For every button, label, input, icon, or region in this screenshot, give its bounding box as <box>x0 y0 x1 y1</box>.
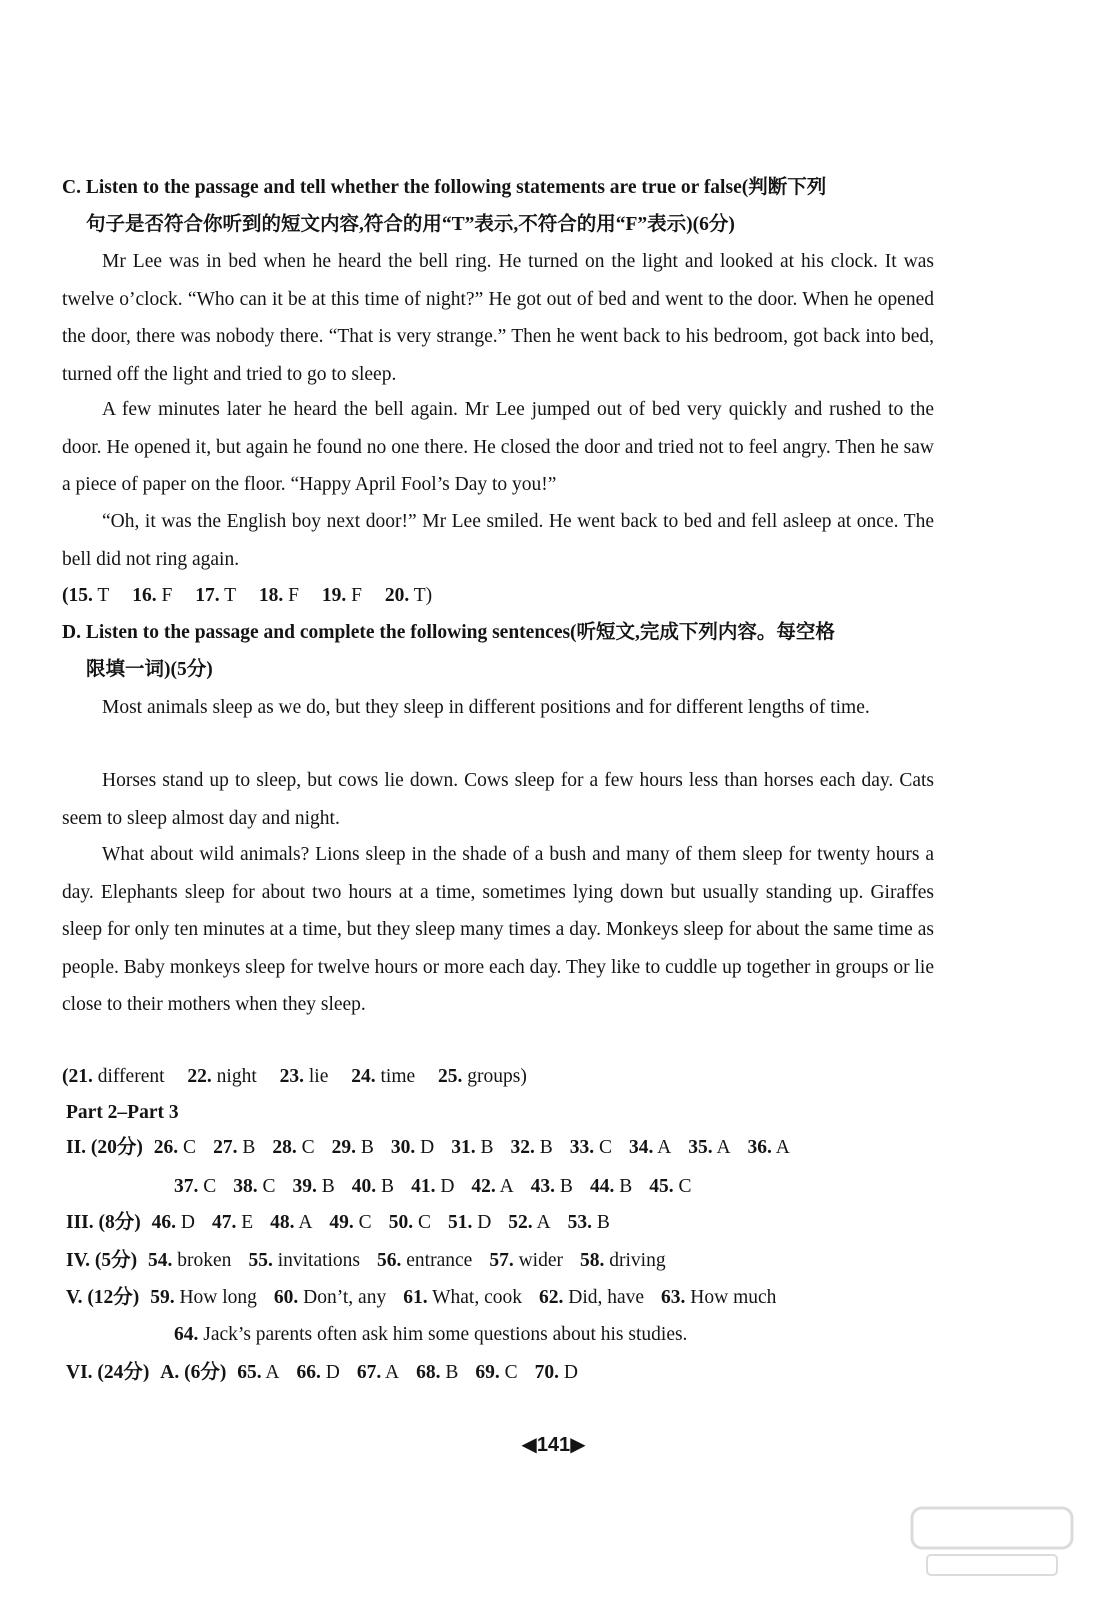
answer-item <box>352 1176 394 1197</box>
answer-number: 62. <box>538 1287 564 1308</box>
answer-item <box>403 1287 522 1308</box>
answer-value: Jack’s parents often ask him some questions about his studies. <box>198 1324 688 1345</box>
answer-number: 65. <box>237 1362 262 1383</box>
answer-item <box>357 1362 399 1383</box>
answer-item <box>580 1250 666 1271</box>
answer-item: 20. T) <box>384 585 433 606</box>
answer-item <box>475 1362 517 1383</box>
answer-item: (15. T <box>62 585 110 606</box>
section-c-paragraph-3: “Oh, it was the English boy next door!” Mr Lee smiled. He went back to bed and fell asleep at once. The bell did not ring again. <box>62 511 934 570</box>
answer-item <box>661 1287 776 1308</box>
answer-value: Don’t, any <box>298 1287 387 1308</box>
section-c-heading <box>62 169 942 243</box>
answer-value: D <box>176 1212 195 1233</box>
answer-item: 22. night <box>187 1066 257 1087</box>
answer-item <box>233 1176 275 1197</box>
answer-item <box>152 1212 195 1233</box>
section-vi-label: VI. (24分) <box>66 1362 150 1383</box>
answer-item <box>748 1137 790 1158</box>
answer-item: 23. lie <box>279 1066 329 1087</box>
section-iv-label: IV. (5分) <box>66 1250 138 1271</box>
answer-item <box>212 1212 253 1233</box>
answer-value: C <box>353 1212 372 1233</box>
answer-item <box>270 1212 312 1233</box>
answer-number: 58. <box>579 1250 605 1271</box>
answer-value: entrance <box>401 1250 473 1271</box>
answer-value: B <box>237 1137 256 1158</box>
section-iv-row <box>66 1246 683 1276</box>
answer-value: B <box>316 1176 335 1197</box>
answer-number: 35. <box>688 1137 713 1158</box>
answer-item <box>174 1176 216 1197</box>
answer-value: A <box>712 1137 731 1158</box>
answer-number: 64. <box>174 1324 199 1345</box>
answer-number: 27. <box>213 1137 238 1158</box>
section-c-title-line1: C. Listen to the passage and tell whether the following statements are true or false(判断下列 <box>62 177 827 198</box>
section-ii-label: II. (20分) <box>66 1137 143 1158</box>
answer-item <box>237 1362 279 1383</box>
section-ii-row-2 <box>174 1172 708 1202</box>
answer-number: 34. <box>629 1137 654 1158</box>
answer-value: A <box>381 1362 400 1383</box>
answer-item <box>531 1176 573 1197</box>
answer-value: A <box>532 1212 551 1233</box>
answer-item: 24. time <box>351 1066 416 1087</box>
section-c-answers <box>62 581 450 611</box>
answer-value: B <box>555 1176 573 1197</box>
answer-item: 16. F <box>132 585 173 606</box>
answer-item <box>570 1137 612 1158</box>
answer-number: 32. <box>510 1137 535 1158</box>
answer-value: driving <box>604 1250 666 1271</box>
answer-number: 47. <box>211 1212 237 1233</box>
answer-value: C <box>673 1176 692 1197</box>
answer-number: 55. <box>248 1250 273 1271</box>
answer-item <box>329 1212 371 1233</box>
answer-number: 48. <box>270 1212 295 1233</box>
section-vi-row <box>66 1358 595 1388</box>
answer-value: D <box>435 1176 455 1197</box>
section-v-row-1 <box>66 1283 793 1313</box>
answer-number: 45. <box>649 1176 674 1197</box>
answer-number: 54. <box>148 1250 173 1271</box>
answer-number: 28. <box>272 1137 297 1158</box>
answer-value: B <box>591 1212 610 1233</box>
page-prev-arrow-icon: ◀ <box>521 1434 537 1456</box>
answer-number: 39. <box>292 1176 317 1197</box>
answer-value: broken <box>172 1250 232 1271</box>
answer-item <box>411 1176 454 1197</box>
answer-number: 40. <box>351 1176 377 1197</box>
answer-item <box>568 1212 610 1233</box>
answer-item <box>293 1176 335 1197</box>
answer-value: E <box>236 1212 254 1233</box>
answer-item <box>148 1250 231 1271</box>
answer-number: 67. <box>356 1362 382 1383</box>
answer-number: 69. <box>475 1362 500 1383</box>
answer-value: Did, have <box>563 1287 645 1308</box>
answer-value: What, cook <box>427 1287 522 1308</box>
section-d-paragraph-2: Horses stand up to sleep, but cows lie down. Cows sleep for a few hours less than horses each day. Cats seem to sleep almost day and night. <box>62 770 934 829</box>
section-v-row-2 <box>174 1320 704 1350</box>
answer-number: 33. <box>569 1137 595 1158</box>
answer-item <box>535 1362 578 1383</box>
section-ii-row-1 <box>66 1133 807 1163</box>
page-next-arrow-icon: ▶ <box>570 1434 586 1456</box>
answer-value: C <box>594 1137 612 1158</box>
answer-value: How long <box>174 1287 257 1308</box>
answer-item: 19. F <box>321 585 362 606</box>
section-v-label: V. (12分) <box>66 1287 140 1308</box>
answer-number: 44. <box>589 1176 615 1197</box>
answer-item <box>389 1212 431 1233</box>
answer-item <box>377 1250 472 1271</box>
answer-item <box>150 1287 257 1308</box>
section-d-paragraph-3: What about wild animals? Lions sleep in the shade of a bush and many of them sleep for twenty hours a day. Elephants sleep for about two hours at a time, sometimes lying down but usually standing up. Giraffes sleep for only ten minutes at a time, but they sleep many times a day. Monkeys sleep for about the same time as people. Baby monkeys sleep for twelve hours or more each day. They like to cuddle up together in groups or lie close to their mothers when they sleep. <box>62 844 934 1015</box>
answer-item <box>649 1176 691 1197</box>
answer-value: A <box>495 1176 514 1197</box>
answer-value: wider <box>513 1250 563 1271</box>
answer-number: 60. <box>273 1287 299 1308</box>
answer-item <box>416 1362 458 1383</box>
answer-number: 37. <box>174 1176 199 1197</box>
answer-item <box>451 1137 493 1158</box>
answer-number: 49. <box>329 1212 354 1233</box>
answer-value: C <box>257 1176 276 1197</box>
answer-number: 38. <box>233 1176 258 1197</box>
answer-number: 53. <box>567 1212 592 1233</box>
answer-value: B <box>534 1137 553 1158</box>
answer-item <box>332 1137 374 1158</box>
answer-item <box>391 1137 434 1158</box>
answer-item <box>590 1176 632 1197</box>
answer-item <box>508 1212 550 1233</box>
page-number-value: 141 <box>536 1434 571 1456</box>
answer-item <box>272 1137 314 1158</box>
answer-item: 17. T <box>195 585 237 606</box>
section-c-paragraph-1: Mr Lee was in bed when he heard the bell ring. He turned on the light and looked at his clock. It was twelve o’clock. “Who can it be at this time of night?” He got out of bed and went to the door. When he opened the door, there was nobody there. “That is very strange.” Then he went back to his bedroom, got back into bed, turned off the light and tried to go to sleep. <box>62 251 934 385</box>
answer-value: A <box>653 1137 672 1158</box>
answer-value: A <box>771 1137 790 1158</box>
answer-value: A <box>294 1212 313 1233</box>
answer-item <box>688 1137 730 1158</box>
answer-number: 43. <box>530 1176 556 1197</box>
answer-number: 30. <box>390 1137 416 1158</box>
answer-value: C <box>198 1176 217 1197</box>
section-d-paragraph-1: Most animals sleep as we do, but they sleep in different positions and for different lengths of time. <box>102 697 870 718</box>
page-number <box>0 1432 1107 1457</box>
answer-item <box>471 1176 513 1197</box>
answer-number: 46. <box>151 1212 177 1233</box>
answer-item <box>154 1137 196 1158</box>
section-d-heading <box>62 614 942 688</box>
answer-number: 66. <box>296 1362 321 1383</box>
answer-number: 57. <box>489 1250 514 1271</box>
part-heading: Part 2–Part 3 <box>66 1102 179 1123</box>
answer-value: B <box>376 1176 395 1197</box>
answer-item <box>248 1250 360 1271</box>
answer-number: 56. <box>377 1250 402 1271</box>
answer-number: 26. <box>153 1137 179 1158</box>
answer-value: D <box>415 1137 435 1158</box>
answer-item <box>539 1287 644 1308</box>
answer-value: D <box>320 1362 340 1383</box>
answer-value: How much <box>685 1287 777 1308</box>
answer-item <box>448 1212 491 1233</box>
answer-item <box>629 1137 671 1158</box>
answer-value: C <box>413 1212 431 1233</box>
section-d-title-line2: 限填一词)(5分) <box>86 659 213 680</box>
answer-number: 29. <box>331 1137 356 1158</box>
answer-value: B <box>440 1362 459 1383</box>
answer-item: (21. different <box>62 1066 165 1087</box>
answer-value: A <box>261 1362 280 1383</box>
answer-value: C <box>178 1137 197 1158</box>
section-d-answers <box>62 1062 545 1092</box>
section-d-title-line1: D. Listen to the passage and complete the following sentences(听短文,完成下列内容。每空格 <box>62 622 835 643</box>
answer-item: 18. F <box>258 585 299 606</box>
answer-number: 42. <box>471 1176 496 1197</box>
answer-value: C <box>296 1137 315 1158</box>
answer-item <box>510 1137 552 1158</box>
answer-value: B <box>614 1176 633 1197</box>
answer-value: B <box>355 1137 374 1158</box>
answer-value: D <box>472 1212 492 1233</box>
answer-number: 52. <box>508 1212 533 1233</box>
answer-item <box>174 1324 687 1345</box>
answer-value: D <box>559 1362 578 1383</box>
answer-number: 41. <box>411 1176 436 1197</box>
section-c-title-line2: 句子是否符合你听到的短文内容,符合的用“T”表示,不符合的用“F”表示)(6分) <box>86 214 735 235</box>
watermark-logo-icon <box>907 1500 1077 1580</box>
section-vi-sub-label: A. (6分) <box>160 1362 227 1383</box>
answer-value: C <box>499 1362 518 1383</box>
answer-number: 36. <box>747 1137 772 1158</box>
answer-number: 70. <box>534 1362 560 1383</box>
answer-number: 31. <box>451 1137 476 1158</box>
section-iii-label: III. (8分) <box>66 1212 141 1233</box>
answer-number: 63. <box>661 1287 686 1308</box>
answer-item <box>274 1287 386 1308</box>
answer-value: B <box>475 1137 494 1158</box>
answer-item <box>213 1137 255 1158</box>
answer-value: invitations <box>272 1250 361 1271</box>
answer-item <box>489 1250 563 1271</box>
section-iii-row <box>66 1208 627 1238</box>
answer-number: 68. <box>416 1362 441 1383</box>
section-c-paragraph-2: A few minutes later he heard the bell again. Mr Lee jumped out of bed very quickly and rushed to the door. He opened it, but again he found no one there. He closed the door and tried not to feel angry. Then he saw a piece of paper on the floor. “Happy April Fool’s Day to you!” <box>62 399 934 495</box>
answer-number: 51. <box>447 1212 473 1233</box>
answer-item: 25. groups) <box>438 1066 527 1087</box>
answer-number: 50. <box>388 1212 414 1233</box>
answer-number: 61. <box>403 1287 428 1308</box>
answer-number: 59. <box>150 1287 175 1308</box>
answer-item <box>297 1362 340 1383</box>
